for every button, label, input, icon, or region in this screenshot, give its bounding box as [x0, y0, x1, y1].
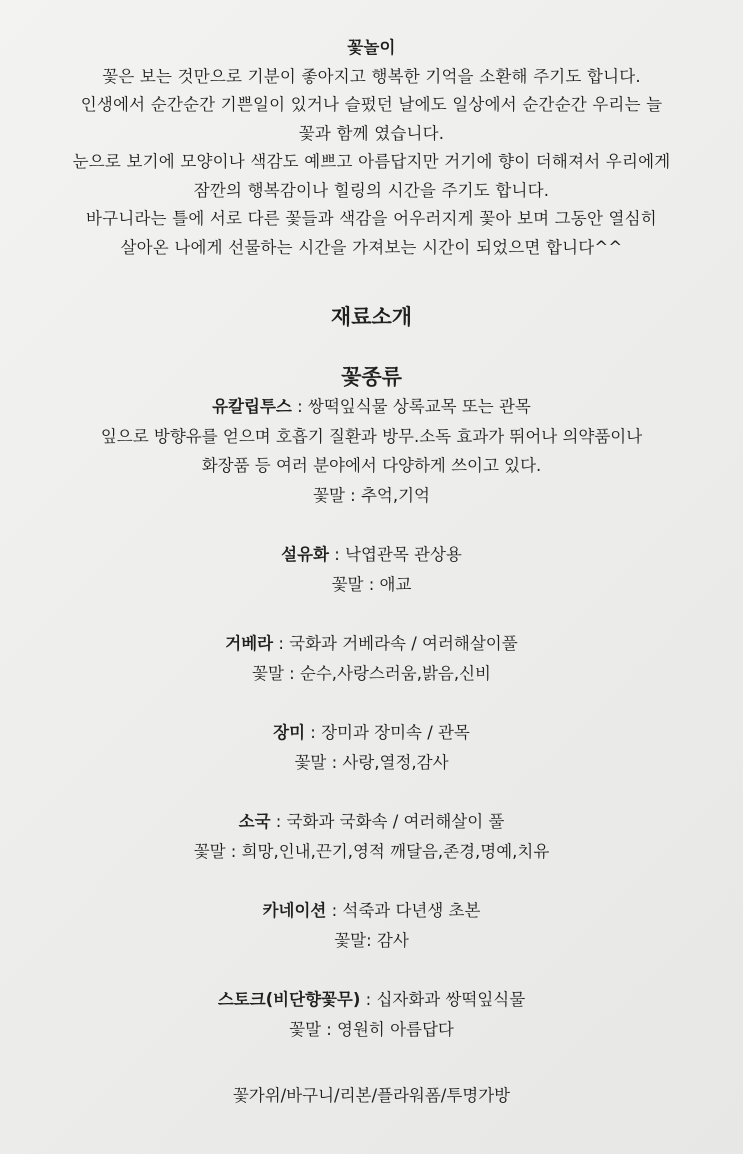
flower-meaning: 꽃말 : 희망,인내,끈기,영적 깨달음,존경,명예,치유 — [193, 841, 550, 861]
flower-meaning: 꽃말 : 영원히 아름답다 — [289, 1019, 454, 1039]
flower-header — [0, 392, 743, 422]
flower-description: : 십자화과 쌍떡잎식물 — [360, 990, 526, 1009]
flower-entry-seolyuhwa — [0, 540, 743, 599]
flower-entry-sogook — [0, 807, 743, 866]
flower-entry-rose — [0, 718, 743, 777]
flower-entry-carnation — [0, 896, 743, 955]
flower-entry-eucalyptus — [0, 392, 743, 510]
intro-line: 꽃은 보는 것만으로 기분이 좋아지고 행복한 기억을 소환해 주기도 합니다. — [102, 66, 641, 86]
intro-line: 인생에서 순간순간 기쁜일이 있거나 슬펐던 날에도 일상에서 순간순간 우리는 늘 — [80, 95, 663, 114]
flower-description: : 국화과 국화속 / 여러해살이 풀 — [270, 812, 505, 831]
tools-list: 꽃가위/바구니/리본/플라워폼/투명가방 — [232, 1086, 511, 1105]
flower-name: 유칼립투스 — [212, 397, 292, 416]
flower-name: 카네이션 — [262, 901, 327, 920]
flower-entry-stock — [0, 985, 743, 1044]
flower-name: 스토크(비단향꽃무) — [217, 990, 361, 1009]
intro-line: 잠깐의 행복감이나 힐링의 시간을 주기도 합니다. — [193, 180, 550, 200]
flower-description: : 쌍떡잎식물 상록교목 또는 관목 — [291, 397, 531, 416]
flower-header — [0, 807, 743, 837]
intro-line: 바구니라는 틀에 서로 다른 꽃들과 색감을 어우러지게 꽃아 보며 그동안 열심히 — [86, 209, 657, 228]
flower-detail: 화장품 등 여러 분야에서 다양하게 쓰이고 있다. — [201, 456, 542, 475]
flower-description: : 국화과 거베라속 / 여러해살이풀 — [273, 634, 518, 653]
flower-description: : 석죽과 다년생 초본 — [326, 901, 481, 920]
flower-header — [0, 896, 743, 926]
flower-meaning: 꽃말 : 순수,사랑스러움,밝음,신비 — [252, 663, 491, 683]
flower-detail: 잎으로 방향유를 얻으며 호흡기 질환과 방무.소독 효과가 뛰어나 의약품이나 — [100, 426, 643, 446]
flower-header — [0, 540, 743, 570]
flower-description: : 낙엽관목 관상용 — [328, 545, 462, 564]
intro-line: 꽃과 함께 였습니다. — [298, 123, 445, 143]
flower-meaning: 꽃말 : 사랑,열정,감사 — [294, 752, 449, 772]
flower-header — [0, 718, 743, 748]
flower-meaning: 꽃말 : 애교 — [331, 574, 412, 594]
flower-name: 장미 — [273, 723, 306, 742]
flower-meaning: 꽃말: 감사 — [334, 930, 409, 950]
flower-types-heading: 꽃종류 — [341, 365, 402, 389]
materials-heading: 재료소개 — [330, 305, 413, 329]
flower-header — [0, 629, 743, 659]
flower-name: 거베라 — [225, 634, 274, 653]
flower-description: : 장미과 장미속 / 관목 — [305, 723, 470, 742]
intro-line: 눈으로 보기에 모양이나 색감도 예쁘고 아름답지만 거기에 향이 더해져서 우리에게 — [72, 152, 671, 171]
flower-name: 소국 — [238, 812, 271, 831]
intro-line: 살아온 나에게 선물하는 시간을 가져보는 시간이 되었으면 합니다^^ — [120, 237, 623, 257]
document-title: 꽃놀이 — [347, 38, 396, 57]
intro-section — [0, 34, 743, 262]
flower-name: 설유화 — [281, 545, 329, 564]
flower-header — [0, 985, 743, 1015]
flower-entry-gerbera — [0, 629, 743, 688]
flower-meaning: 꽃말 : 추억,기억 — [313, 485, 430, 505]
